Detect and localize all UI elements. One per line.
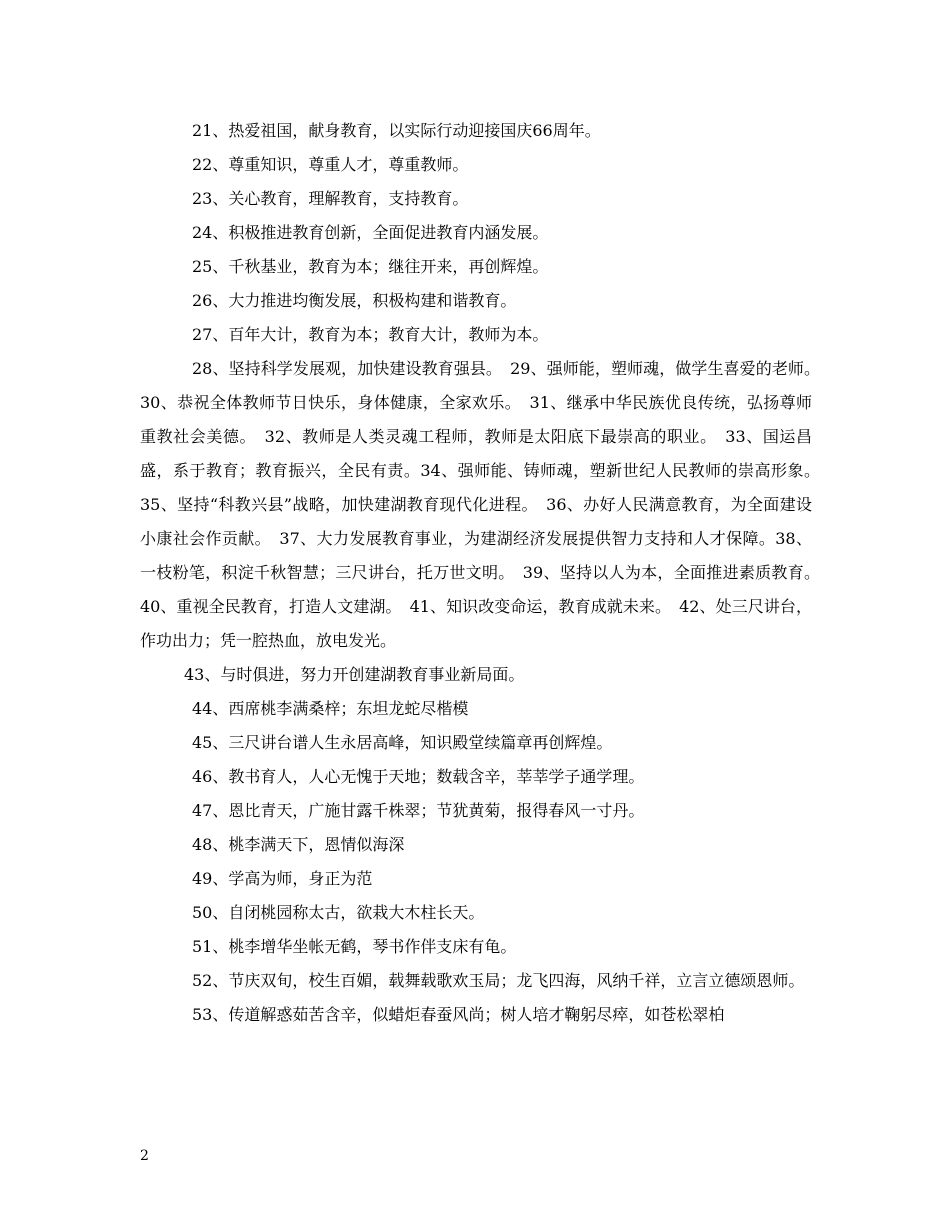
paragraph-45: 45、三尺讲台谱人生永居高峰，知识殿堂续篇章再创辉煌。: [192, 733, 613, 752]
paragraph-24: 24、积极推进教育创新，全面促进教育内涵发展。: [192, 223, 549, 242]
paragraph-49: 49、学高为师，身正为范: [192, 869, 373, 888]
paragraph-46: 46、教书育人，人心无愧于天地；数载含辛，莘莘学子通学理。: [192, 767, 645, 786]
paragraph-53: 53、传道解惑茹苦含辛，似蜡炬春蚕风尚；树人培才鞠躬尽瘁，如苍松翠柏: [192, 1005, 725, 1024]
paragraph-52: 52、节庆双旬，校生百媚，载舞载歌欢玉局；龙飞四海，风纳千祥，立言立德颂恩师。: [192, 971, 805, 990]
paragraph-44: 44、西席桃李满桑梓；东坦龙蛇尽楷模: [192, 699, 469, 718]
paragraph-51: 51、桃李增华坐帐无鹤，琴书作伴支床有龟。: [192, 937, 517, 956]
paragraph-26: 26、大力推进均衡发展，积极构建和谐教育。: [192, 291, 517, 310]
paragraph-25: 25、千秋基业，教育为本；继往开来，再创辉煌。: [192, 257, 549, 276]
page-number: 2: [140, 1148, 149, 1164]
document-body: [140, 114, 829, 1032]
paragraph-22: 22、尊重知识，尊重人才，尊重教师。: [192, 155, 469, 174]
paragraph-43: 43、与时俱进，努力开创建湖教育事业新局面。: [184, 665, 525, 684]
paragraph-21: 21、热爱祖国，献身教育，以实际行动迎接国庆66周年。: [192, 121, 601, 140]
paragraph-48: 48、桃李满天下，恩情似海深: [192, 835, 405, 854]
paragraph-50: 50、自闭桃园称太古，欲栽大木柱长天。: [192, 903, 485, 922]
paragraph-27: 27、百年大计，教育为本；教育大计，教师为本。: [192, 325, 549, 344]
paragraph-28-42: 28、坚持科学发展观，加快建设教育强县。 29、强师能，塑师魂，做学生喜爱的老师。 30、恭祝全体教师节日快乐，身体健康，全家欢乐。 31、继承中华民族优良传统，弘扬尊师重教社会美德。 32、教师是人类灵魂工程师，教师是太阳底下最崇高的职业。 33、国运昌盛，系于教育；教育振兴，全民有责。34、强师能、铸师魂，塑新世纪人民教师的崇高形象。 35、坚持“科教兴县”战略，加快建湖教育现代化进程。 36、办好人民满意教育，为全面建设小康社会作贡献。 37、大力发展教育事业，为建湖经济发展提供智力支持和人才保障。38、一枝粉笔，积淀千秋智慧；三尺讲台，托万世文明。 39、坚持以人为本，全面推进素质教育。 40、重视全民教育，打造人文建湖。 41、知识改变命运，教育成就未来。 42、处三尺讲台，作功出力；凭一腔热血，放电发光。: [140, 359, 829, 650]
paragraph-23: 23、关心教育，理解教育，支持教育。: [192, 189, 469, 208]
paragraph-47: 47、恩比青天，广施甘露千株翠；节犹黄菊，报得春风一寸丹。: [192, 801, 645, 820]
